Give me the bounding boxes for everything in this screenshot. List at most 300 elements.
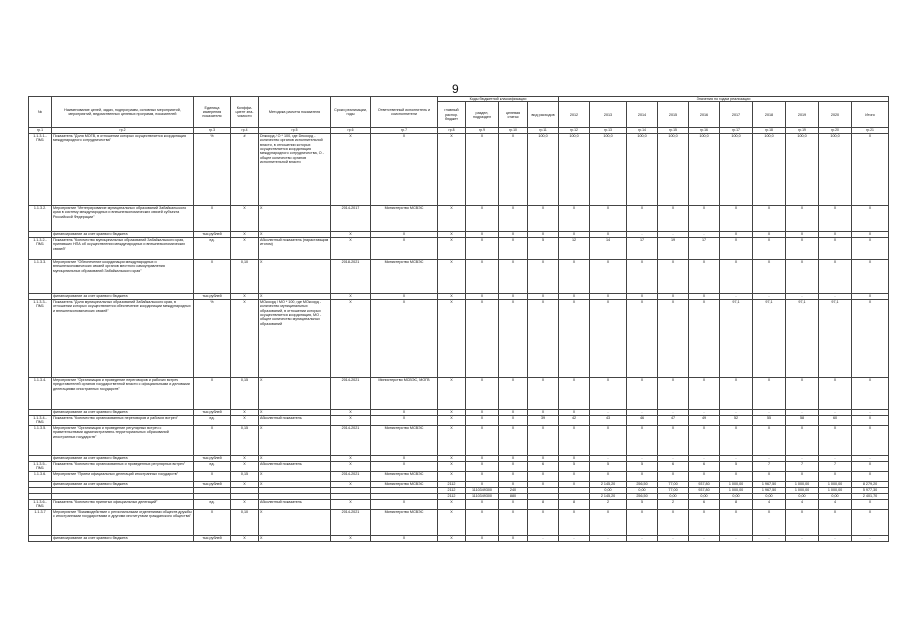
header-values-group: Значения по годам реализации bbox=[559, 97, 889, 102]
table-cell: Министерство МСВЭС bbox=[371, 481, 438, 487]
table-cell: Мероприятие "Организация и проведение переговоров и рабочих встреч представителей органов государственной власти с официальными и деловыми делегациями иностранных государств" bbox=[52, 377, 194, 409]
header-year: 2020 bbox=[819, 102, 852, 128]
table-row bbox=[29, 377, 889, 409]
table-cell: - bbox=[786, 293, 819, 299]
table-cell: X bbox=[753, 237, 786, 259]
table-cell: 6 bbox=[689, 461, 720, 471]
table-cell: - bbox=[590, 409, 627, 415]
table-cell: X bbox=[590, 259, 627, 293]
table-cell: Министерство МСВЭС bbox=[371, 471, 438, 481]
table-cell: X bbox=[231, 205, 259, 231]
table-cell: ед. bbox=[194, 415, 231, 425]
table-cell: 100,0 bbox=[753, 133, 786, 205]
column-number: гр.20 bbox=[819, 128, 852, 133]
table-cell: X bbox=[231, 293, 259, 299]
table-cell: X bbox=[259, 455, 331, 461]
table-cell: X bbox=[259, 259, 331, 293]
table-cell: 58 bbox=[786, 415, 819, 425]
table-cell: X bbox=[194, 205, 231, 231]
table-cell: 880 bbox=[499, 493, 528, 499]
table-cell: X bbox=[371, 461, 438, 471]
table-cell: 100,0 bbox=[559, 133, 590, 205]
table-cell: - bbox=[528, 535, 559, 541]
table-cell: - bbox=[753, 409, 786, 415]
table-cell: X bbox=[852, 293, 889, 299]
table-cell: X bbox=[819, 237, 852, 259]
table-cell: 5 bbox=[627, 461, 658, 471]
table-cell: 0,00 bbox=[627, 487, 658, 493]
table-cell: 49 bbox=[689, 415, 720, 425]
table-cell: X bbox=[331, 133, 371, 205]
table-cell: 0,00 bbox=[753, 493, 786, 499]
table-cell: X bbox=[466, 509, 499, 535]
table-cell: X bbox=[559, 377, 590, 409]
table-cell: X bbox=[231, 237, 259, 259]
header-budget-group: Коды бюджетной классификации bbox=[438, 97, 559, 102]
table-cell: X bbox=[331, 415, 371, 425]
table-cell: X bbox=[819, 231, 852, 237]
table-cell: 2 401,70 bbox=[852, 493, 889, 499]
table-cell: 1 000,00 bbox=[819, 487, 852, 493]
table-cell: 1.1.3.2.-ПМ1 bbox=[29, 237, 52, 259]
header-year: 2016 bbox=[689, 102, 720, 128]
table-cell: Министерство МСВЭС bbox=[371, 259, 438, 293]
table-cell: X bbox=[852, 205, 889, 231]
table-cell: 5 bbox=[720, 461, 753, 471]
table-cell: X bbox=[466, 237, 499, 259]
table-cell: - bbox=[720, 293, 753, 299]
table-cell: 77,00 bbox=[658, 481, 689, 487]
table-cell: Абсолютный показатель bbox=[259, 415, 331, 425]
table-cell: Абсолютный показатель (нарастающим итогом) bbox=[259, 237, 331, 259]
column-number: гр.14 bbox=[627, 128, 658, 133]
table-cell: X bbox=[259, 205, 331, 231]
table-cell: финансирование за счет краевого бюджета bbox=[52, 481, 194, 487]
table-cell: X bbox=[658, 205, 689, 231]
table-cell: 1.1.3.6. bbox=[29, 471, 52, 481]
table-cell: X bbox=[559, 293, 590, 299]
table-cell: ед. bbox=[194, 237, 231, 259]
header-razdel: раздел, подраздел bbox=[466, 102, 499, 128]
table-cell: 1.1.3.6.-ПМ1 bbox=[29, 499, 52, 509]
table-cell: - bbox=[753, 535, 786, 541]
column-number: гр.16 bbox=[689, 128, 720, 133]
table-body bbox=[29, 133, 889, 541]
table-cell: 1 967,50 bbox=[753, 487, 786, 493]
table-cell: финансирование за счет краевого бюджета bbox=[52, 455, 194, 461]
table-cell: - bbox=[658, 535, 689, 541]
table-cell: Мероприятие "Обеспечение координации международных и внешнеэкономических связей органов местного самоуправления муниципальных образований Забайкальского края" bbox=[52, 259, 194, 293]
table-cell: X bbox=[466, 299, 499, 377]
table-cell bbox=[29, 535, 52, 541]
table-cell: X bbox=[259, 535, 331, 541]
table-cell: X bbox=[852, 471, 889, 481]
table-cell: X bbox=[720, 259, 753, 293]
table-cell: X bbox=[528, 205, 559, 231]
table-cell: X bbox=[627, 259, 658, 293]
table-cell: % bbox=[194, 299, 231, 377]
table-cell: X bbox=[786, 259, 819, 293]
table-cell: - bbox=[852, 409, 889, 415]
table-cell: X bbox=[466, 231, 499, 237]
table-row bbox=[29, 205, 889, 231]
table-cell: X bbox=[528, 409, 559, 415]
table-cell: X bbox=[331, 499, 371, 509]
table-cell: X bbox=[438, 293, 466, 299]
table-cell: X bbox=[689, 205, 720, 231]
table-cell: X bbox=[438, 499, 466, 509]
table-cell: X bbox=[331, 461, 371, 471]
table-cell: X bbox=[438, 133, 466, 205]
table-cell: 256,50 bbox=[627, 493, 658, 499]
table-cell: X bbox=[819, 205, 852, 231]
table-cell: ед. bbox=[194, 461, 231, 471]
table-cell: 1 000,00 bbox=[720, 481, 753, 487]
table-cell: - bbox=[720, 455, 753, 461]
table-cell: X bbox=[371, 133, 438, 205]
table-cell: X bbox=[438, 231, 466, 237]
table-cell: X bbox=[627, 425, 658, 455]
table-cell: тыс.рублей bbox=[194, 409, 231, 415]
table-cell: 0,10 bbox=[231, 509, 259, 535]
table-cell: X bbox=[559, 471, 590, 481]
table-cell: 2112 bbox=[438, 493, 466, 499]
table-cell: X bbox=[331, 293, 371, 299]
header-unit: Единица измерения показателя bbox=[194, 97, 231, 128]
table-cell: 2 bbox=[590, 499, 627, 509]
header-exec: Ответственный исполнитель и соисполнители bbox=[371, 97, 438, 128]
table-cell: X bbox=[466, 409, 499, 415]
header-year: 2019 bbox=[786, 102, 819, 128]
table-cell: - bbox=[627, 535, 658, 541]
header-year: 2013 bbox=[590, 102, 627, 128]
table-cell: X bbox=[194, 509, 231, 535]
table-cell: 7 bbox=[819, 461, 852, 471]
table-cell: X bbox=[259, 471, 331, 481]
table-cell: X bbox=[689, 293, 720, 299]
table-cell: X bbox=[466, 293, 499, 299]
table-cell: 17 bbox=[689, 237, 720, 259]
table-cell: - bbox=[852, 535, 889, 541]
table-cell: X bbox=[499, 377, 528, 409]
table-cell: X bbox=[438, 299, 466, 377]
table-cell: % bbox=[194, 133, 231, 205]
table-cell: X bbox=[438, 471, 466, 481]
column-number: гр.4 bbox=[231, 128, 259, 133]
table-cell: финансирование за счет краевого бюджета bbox=[52, 535, 194, 541]
table-cell: 5 977,30 bbox=[852, 487, 889, 493]
table-cell: X bbox=[786, 205, 819, 231]
table-cell: X bbox=[852, 509, 889, 535]
table-cell: X bbox=[259, 409, 331, 415]
column-number: гр.15 bbox=[658, 128, 689, 133]
table-cell: X bbox=[259, 293, 331, 299]
table-cell: 1.1.3.3. bbox=[29, 259, 52, 293]
table-row bbox=[29, 461, 889, 471]
table-cell: X bbox=[658, 471, 689, 481]
table-cell: 1.1.3.5. bbox=[29, 425, 52, 455]
table-cell: 100,0 bbox=[689, 133, 720, 205]
table-cell: X bbox=[627, 299, 658, 377]
table-cell: X bbox=[499, 415, 528, 425]
table-cell: X bbox=[627, 205, 658, 231]
table-cell: X bbox=[231, 481, 259, 487]
table-cell: 7 bbox=[753, 461, 786, 471]
table-cell: X bbox=[753, 205, 786, 231]
table-cell: X bbox=[720, 471, 753, 481]
table-cell: X bbox=[753, 425, 786, 455]
table-cell: X bbox=[231, 299, 259, 377]
table-cell: 5 bbox=[590, 461, 627, 471]
table-cell: X bbox=[720, 425, 753, 455]
header-num: № bbox=[29, 97, 52, 128]
table-cell: X bbox=[499, 133, 528, 205]
table-cell: X bbox=[438, 205, 466, 231]
table-cell: X bbox=[627, 471, 658, 481]
table-cell: X bbox=[852, 259, 889, 293]
table-cell: 42 bbox=[559, 415, 590, 425]
table-cell: X bbox=[852, 415, 889, 425]
table-cell: X bbox=[259, 509, 331, 535]
table-cell: Министерство МСВЭС bbox=[371, 509, 438, 535]
table-cell: X bbox=[689, 377, 720, 409]
table-cell: X bbox=[371, 455, 438, 461]
table-cell: X bbox=[466, 425, 499, 455]
table-cell: X bbox=[259, 425, 331, 455]
table-cell: X bbox=[720, 205, 753, 231]
table-cell: 1 000,00 bbox=[720, 487, 753, 493]
column-number: гр.2 bbox=[52, 128, 194, 133]
table-cell: 55 bbox=[753, 415, 786, 425]
table-cell: X bbox=[331, 237, 371, 259]
table-cell: 2014-2021 bbox=[331, 425, 371, 455]
table-cell: X bbox=[466, 415, 499, 425]
table-cell: 4 bbox=[753, 499, 786, 509]
table-cell: 1 000,00 bbox=[819, 481, 852, 487]
table-cell: 0,15 bbox=[231, 471, 259, 481]
table-cell: X bbox=[438, 259, 466, 293]
table-cell: 43 bbox=[590, 415, 627, 425]
table-cell: X bbox=[231, 455, 259, 461]
table-cell: X bbox=[753, 471, 786, 481]
table-cell: X bbox=[466, 471, 499, 481]
table-cell: 2014-2017 bbox=[331, 205, 371, 231]
table-cell: X bbox=[231, 415, 259, 425]
table-cell: Мероприятие "Взаимодействие с региональными отделениями обществ дружбы с иностранными государствами и другими институтами гражданского общества" bbox=[52, 509, 194, 535]
table-cell: X bbox=[720, 377, 753, 409]
table-cell: X bbox=[499, 205, 528, 231]
table-cell: - bbox=[658, 409, 689, 415]
table-cell: 937,80 bbox=[689, 487, 720, 493]
table-cell: 0,10 bbox=[231, 259, 259, 293]
table-cell: X bbox=[528, 481, 559, 487]
table-cell: X bbox=[438, 461, 466, 471]
table-cell: 256,50 bbox=[627, 481, 658, 487]
table-row bbox=[29, 471, 889, 481]
table-cell: 937,80 bbox=[689, 481, 720, 487]
table-cell: X bbox=[852, 425, 889, 455]
column-number: гр.19 bbox=[786, 128, 819, 133]
table-cell: 77,00 bbox=[658, 487, 689, 493]
table-cell: X bbox=[753, 231, 786, 237]
table-cell: X bbox=[590, 205, 627, 231]
table-cell: - bbox=[786, 535, 819, 541]
table-cell: - bbox=[590, 535, 627, 541]
table-cell: X bbox=[259, 481, 331, 487]
table-cell: Показатель "Количество организованных переговоров и рабочих встреч" bbox=[52, 415, 194, 425]
table-cell: 1.1.3.5.-ПМ1 bbox=[29, 461, 52, 471]
table-cell: 6 bbox=[658, 461, 689, 471]
table-cell: X bbox=[627, 293, 658, 299]
column-number: гр.10 bbox=[499, 128, 528, 133]
table-cell: X bbox=[331, 481, 371, 487]
table-cell: X bbox=[499, 455, 528, 461]
table-cell: Показатель "Количество принятых официальных делегаций" bbox=[52, 499, 194, 509]
table-cell: X bbox=[753, 509, 786, 535]
table-cell: X bbox=[194, 471, 231, 481]
table-cell: 0,00 bbox=[689, 493, 720, 499]
table-cell: X bbox=[194, 377, 231, 409]
table-cell: X bbox=[438, 377, 466, 409]
table-cell: X bbox=[438, 415, 466, 425]
table-cell: 1.1.3.4.-ПМ1 bbox=[29, 415, 52, 425]
table-row bbox=[29, 535, 889, 541]
table-cell: X bbox=[371, 299, 438, 377]
table-cell: X bbox=[438, 455, 466, 461]
table-row bbox=[29, 499, 889, 509]
table-cell: X bbox=[466, 377, 499, 409]
table-cell: X bbox=[528, 425, 559, 455]
table-cell: Dнкоорд / О * 100, где Dнкоорд - количество органов исполнительной власти, в отношении которых осуществляется координация международного сотрудничества, О - общее количество органов исполнительной власти bbox=[259, 133, 331, 205]
table-cell: X bbox=[528, 377, 559, 409]
table-cell: 14 bbox=[590, 237, 627, 259]
column-number: гр.11 bbox=[528, 128, 559, 133]
table-cell: 17 bbox=[627, 237, 658, 259]
table-cell: 97,1 bbox=[786, 299, 819, 377]
table-cell: X bbox=[438, 237, 466, 259]
column-number: гр.5 bbox=[259, 128, 331, 133]
table-cell: 100,0 bbox=[720, 133, 753, 205]
table-cell: X bbox=[559, 205, 590, 231]
table-cell: X bbox=[499, 535, 528, 541]
table-cell: финансирование за счет краевого бюджета bbox=[52, 293, 194, 299]
table-cell: # bbox=[231, 133, 259, 205]
table-cell: X bbox=[819, 471, 852, 481]
table-cell: X bbox=[590, 299, 627, 377]
table-cell: тыс.рублей bbox=[194, 231, 231, 237]
table-cell: 1 967,50 bbox=[753, 481, 786, 487]
table-cell: 97,1 bbox=[753, 299, 786, 377]
table-cell: 46 bbox=[627, 415, 658, 425]
table-cell: 0,00 bbox=[590, 487, 627, 493]
table-cell: Министерство МСВЭС bbox=[371, 425, 438, 455]
table-cell: 1.1.3.4. bbox=[29, 377, 52, 409]
header-method: Методика расчета показателя bbox=[259, 97, 331, 128]
table-cell: 8 279,20 bbox=[852, 481, 889, 487]
header-vid: вид расходов bbox=[528, 102, 559, 128]
header-year: 2014 bbox=[627, 102, 658, 128]
table-cell: - bbox=[658, 455, 689, 461]
table-cell: X bbox=[438, 425, 466, 455]
table-cell: X bbox=[819, 377, 852, 409]
table-cell: финансирование за счет краевого бюджета bbox=[52, 409, 194, 415]
table-cell: X bbox=[590, 377, 627, 409]
column-number: гр.21 bbox=[852, 128, 889, 133]
table-cell: X bbox=[528, 293, 559, 299]
header-period: Сроки реализации, годы bbox=[331, 97, 371, 128]
table-cell: - bbox=[819, 455, 852, 461]
table-cell: 12 bbox=[559, 237, 590, 259]
table-cell: X bbox=[499, 409, 528, 415]
table-cell: X bbox=[590, 231, 627, 237]
table-cell: X bbox=[689, 299, 720, 377]
table-cell: X bbox=[658, 509, 689, 535]
table-cell: X bbox=[559, 259, 590, 293]
table-cell: X bbox=[852, 299, 889, 377]
table-cell: X bbox=[466, 133, 499, 205]
table-cell: X bbox=[231, 499, 259, 509]
table-cell: тыс.рублей bbox=[194, 481, 231, 487]
table-cell: X bbox=[627, 377, 658, 409]
table-cell: - bbox=[819, 293, 852, 299]
table-row bbox=[29, 425, 889, 455]
table-cell: X bbox=[499, 231, 528, 237]
table-cell: X bbox=[720, 509, 753, 535]
table-cell: 5 bbox=[559, 461, 590, 471]
column-number: гр.13 bbox=[590, 128, 627, 133]
table-cell: 1.1.3.7 bbox=[29, 509, 52, 535]
header-year: 2018 bbox=[753, 102, 786, 128]
table-cell: X bbox=[231, 535, 259, 541]
table-cell: МОкоорд / МО * 100, где МОкоорд - количество муниципальных образований, в отношении которых осуществляется координация, МО - общее количество муниципальных образований bbox=[259, 299, 331, 377]
table-cell: 0,15 bbox=[231, 377, 259, 409]
table-cell: X bbox=[528, 259, 559, 293]
table-cell: X bbox=[559, 481, 590, 487]
table-header bbox=[29, 97, 889, 134]
table-row bbox=[29, 509, 889, 535]
table-cell: 8 bbox=[559, 499, 590, 509]
table-cell: Министерство МСВЭС bbox=[371, 205, 438, 231]
table-cell: 1.1.3.2. bbox=[29, 205, 52, 231]
table-cell: - bbox=[559, 535, 590, 541]
table-cell: 100,0 bbox=[528, 133, 559, 205]
table-cell: 4 bbox=[786, 499, 819, 509]
table-cell: Мероприятие "Интегрирование муниципальных образований Забайкальского края в систему международных и внешнеэкономических связей субъекта Российской Федерации" bbox=[52, 205, 194, 231]
table-cell: 100,0 bbox=[819, 133, 852, 205]
table-cell: - bbox=[786, 409, 819, 415]
table-cell: 19 bbox=[658, 237, 689, 259]
table-cell: Показатель "Доля муниципальных образований Забайкальского края, в отношении которых осуществляется обеспечение координации международных и внешнеэкономических связей" bbox=[52, 299, 194, 377]
table-cell: Мероприятие "Организация и проведение регулярных встреч с правительствами административно-территориальных образований иностранных государств" bbox=[52, 425, 194, 455]
table-cell: X bbox=[466, 535, 499, 541]
table-cell: 47 bbox=[658, 415, 689, 425]
table-cell: X bbox=[819, 259, 852, 293]
table-cell: 8 bbox=[720, 499, 753, 509]
table-cell: X bbox=[466, 461, 499, 471]
table-cell: X bbox=[689, 509, 720, 535]
table-cell: 52 bbox=[720, 415, 753, 425]
table-cell: 6 bbox=[528, 461, 559, 471]
table-cell: X bbox=[466, 499, 499, 509]
table-cell: X bbox=[194, 259, 231, 293]
table-cell: X bbox=[331, 231, 371, 237]
table-cell: X bbox=[528, 455, 559, 461]
table-cell: тыс.рублей bbox=[194, 455, 231, 461]
table-cell: X bbox=[559, 231, 590, 237]
table-cell: X bbox=[259, 231, 331, 237]
table-cell: X bbox=[528, 471, 559, 481]
table-cell: X bbox=[689, 259, 720, 293]
